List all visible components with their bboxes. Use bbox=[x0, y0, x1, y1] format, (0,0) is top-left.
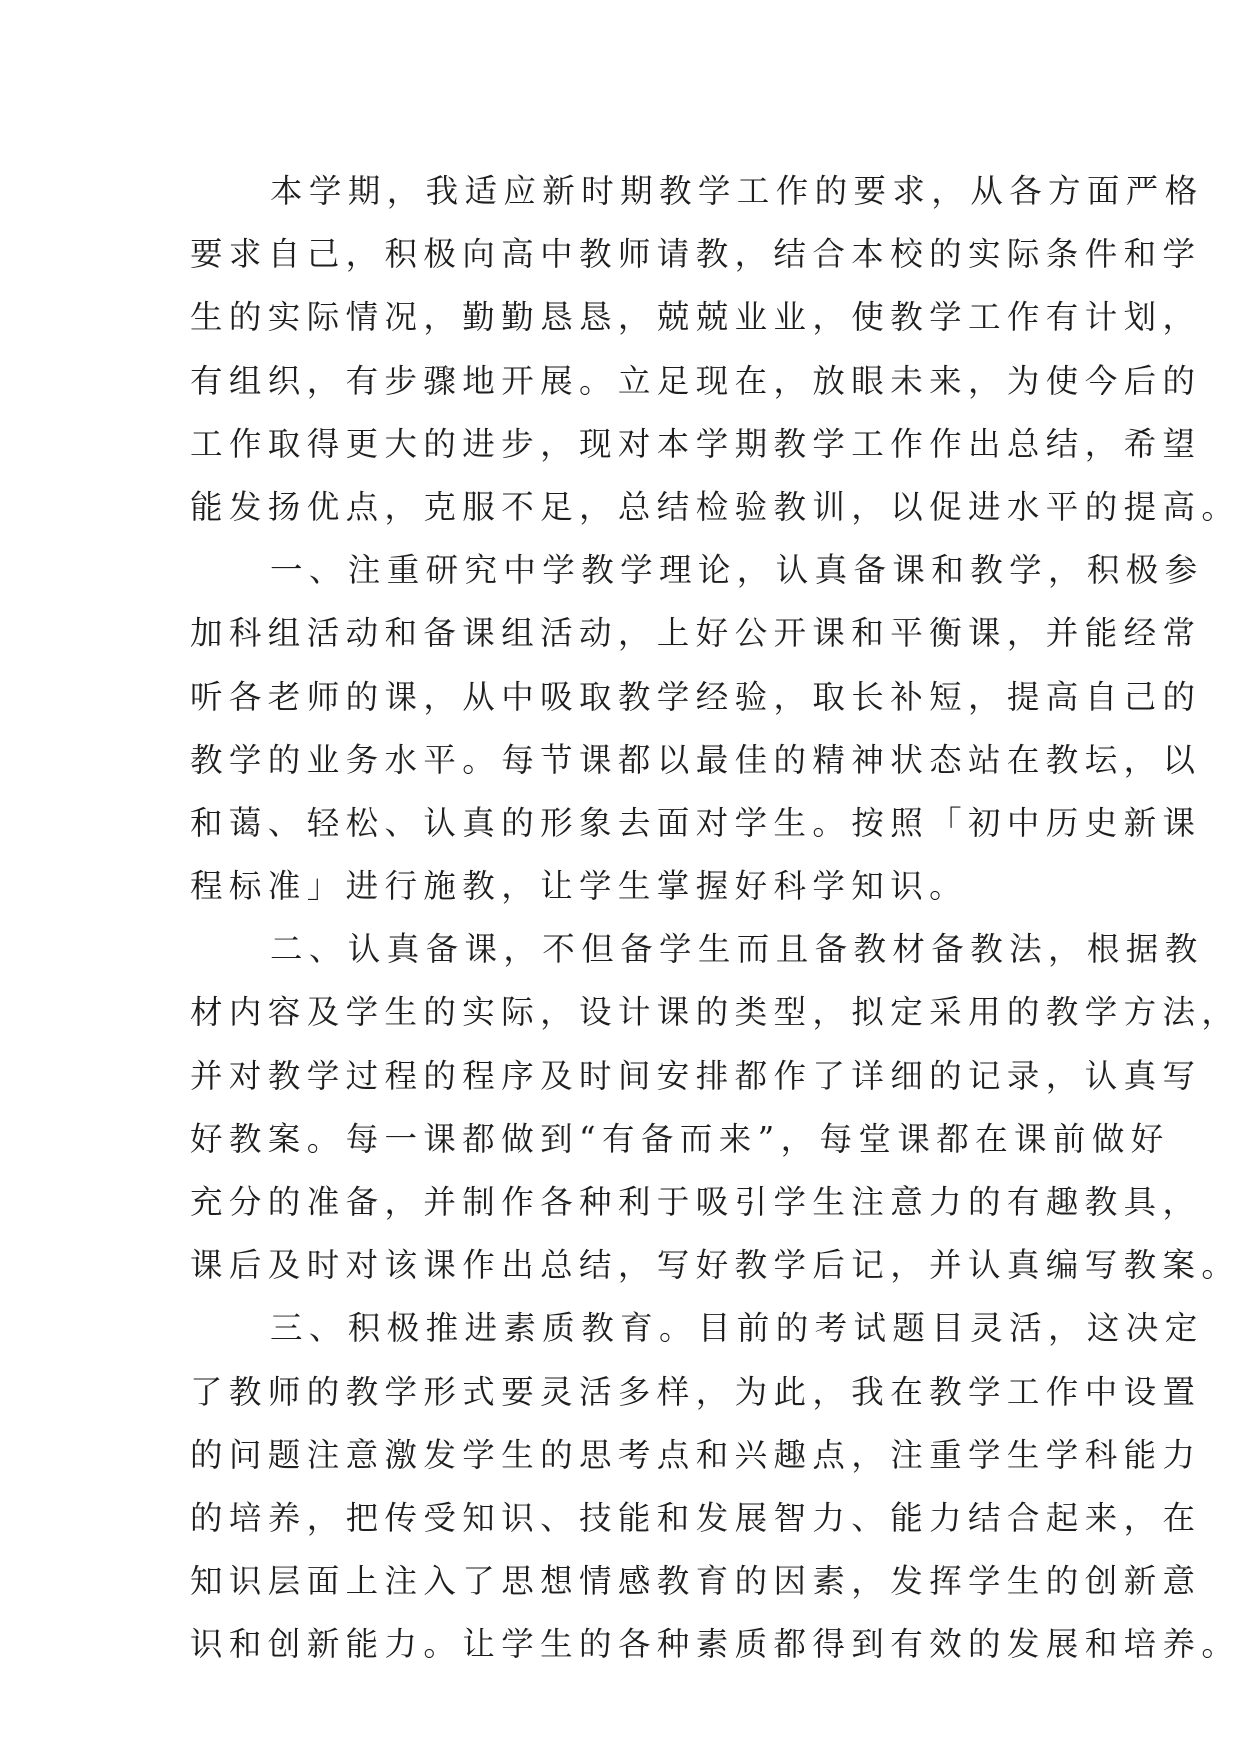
paragraph-line: 和蔼、轻松、认真的形象去面对学生。按照「初中历史新课 bbox=[190, 803, 1202, 842]
paragraph-line: 知识层面上注入了思想情感教育的因素，发挥学生的创新意 bbox=[190, 1562, 1202, 1601]
paragraph-2 bbox=[190, 539, 1204, 918]
paragraph-line: 了教师的教学形式要灵活多样，为此，我在教学工作中设置 bbox=[190, 1372, 1202, 1411]
paragraph-4 bbox=[190, 1297, 1241, 1676]
paragraph-line: 好教案。每一课都做到“有备而来”，每堂课都在课前做好 bbox=[190, 1119, 1170, 1158]
paragraph-line: 识和创新能力。让学生的各种素质都得到有效的发展和培养。 bbox=[190, 1625, 1241, 1664]
paragraph-line: 加科组活动和备课组活动，上好公开课和平衡课，并能经常 bbox=[190, 614, 1202, 653]
paragraph-3 bbox=[190, 918, 1241, 1297]
paragraph-line: 生的实际情况，勤勤恳恳，兢兢业业，使教学工作有计划， bbox=[190, 298, 1202, 337]
paragraph-line: 要求自己，积极向高中教师请教，结合本校的实际条件和学 bbox=[190, 235, 1202, 274]
paragraph-line: 的问题注意激发学生的思考点和兴趣点，注重学生学科能力 bbox=[190, 1435, 1202, 1474]
paragraph-line: 有组织，有步骤地开展。立足现在，放眼未来，为使今后的 bbox=[190, 361, 1202, 400]
paragraph-line: 二、认真备课，不但备学生而且备教材备教法，根据教 bbox=[270, 930, 1204, 969]
document-body bbox=[190, 160, 1241, 1677]
paragraph-line: 并对教学过程的程序及时间安排都作了详细的记录，认真写 bbox=[190, 1056, 1202, 1095]
paragraph-line: 充分的准备，并制作各种利于吸引学生注意力的有趣教具， bbox=[190, 1183, 1202, 1221]
paragraph-1 bbox=[190, 160, 1241, 539]
paragraph-line: 工作取得更大的进步，现对本学期教学工作作出总结，希望 bbox=[190, 424, 1202, 463]
paragraph-line: 的培养，把传受知识、技能和发展智力、能力结合起来，在 bbox=[190, 1498, 1202, 1537]
paragraph-line: 课后及时对该课作出总结，写好教学后记，并认真编写教案。 bbox=[190, 1246, 1241, 1285]
paragraph-line: 一、注重研究中学教学理论，认真备课和教学，积极参 bbox=[270, 551, 1204, 590]
paragraph-line: 材内容及学生的实际，设计课的类型，拟定采用的教学方法， bbox=[190, 993, 1241, 1032]
paragraph-line: 教学的业务水平。每节课都以最佳的精神状态站在教坛，以 bbox=[190, 740, 1202, 779]
paragraph-line: 本学期，我适应新时期教学工作的要求，从各方面严格 bbox=[270, 172, 1204, 210]
paragraph-line: 听各老师的课，从中吸取教学经验，取长补短，提高自己的 bbox=[190, 677, 1202, 716]
paragraph-line: 三、积极推进素质教育。目前的考试题目灵活，这决定 bbox=[270, 1309, 1204, 1348]
paragraph-line: 能发扬优点，克服不足，总结检验教训，以促进水平的提高。 bbox=[190, 487, 1241, 526]
paragraph-line: 程标准」进行施教，让学生掌握好科学知识。 bbox=[190, 867, 969, 906]
